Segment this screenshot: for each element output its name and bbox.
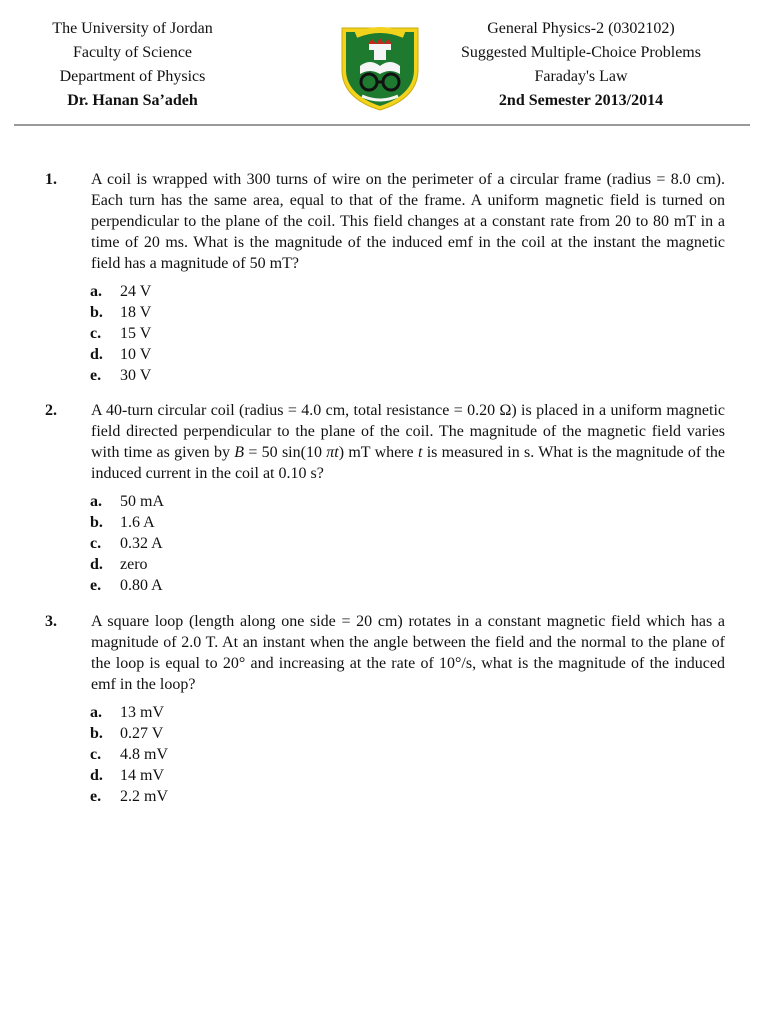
option-text: 14 mV <box>120 767 164 784</box>
option-text: 18 V <box>120 304 152 321</box>
document-title: Suggested Multiple-Choice Problems <box>461 44 701 61</box>
option-text: 10 V <box>120 346 152 363</box>
option-letter: d. <box>90 346 103 363</box>
question-text <box>91 400 725 484</box>
option-letter: a. <box>90 283 102 300</box>
instructor-name: Dr. Hanan Sa’adeh <box>67 92 198 109</box>
question-2 <box>45 400 725 596</box>
option-text: 2.2 mV <box>120 788 168 805</box>
option-e <box>90 365 725 386</box>
options-list <box>90 281 725 386</box>
option-letter: a. <box>90 493 102 510</box>
option-c <box>90 323 725 344</box>
option-e <box>90 786 725 807</box>
option-d <box>90 765 725 786</box>
question-number: 3. <box>45 613 57 630</box>
question-3 <box>45 611 725 807</box>
option-letter: b. <box>90 514 103 531</box>
question-number: 1. <box>45 171 57 188</box>
option-a <box>90 491 725 512</box>
option-a <box>90 702 725 723</box>
option-letter: c. <box>90 746 102 763</box>
question-number: 2. <box>45 402 57 419</box>
option-letter: e. <box>90 367 102 384</box>
variable-b: B <box>234 444 245 461</box>
option-letter: d. <box>90 767 103 784</box>
option-text: 15 V <box>120 325 152 342</box>
variable-t: t <box>417 444 423 461</box>
faculty-name: Faculty of Science <box>72 44 193 61</box>
option-text: 0.27 V <box>120 725 164 742</box>
option-e <box>90 575 725 596</box>
option-c <box>90 744 725 765</box>
option-letter: e. <box>90 788 102 805</box>
option-text: 30 V <box>120 367 152 384</box>
header-course <box>440 17 722 113</box>
university-shield-icon <box>338 22 422 112</box>
question-text: A square loop (length along one side = 20 cm) rotates in a constant magnetic field which has a magnitude of 2.0 T. At an instant when the angle between the field and the normal to the plane of the loop is equal to 20° and increasing at the rate of 10°/s, what is the magnitude of the induced emf in the loop? <box>91 613 725 693</box>
semester: 2nd Semester 2013/2014 <box>498 92 664 109</box>
option-c <box>90 533 725 554</box>
question-text-part: is measured in s. What is the magnitude of the induced current in the coil at 0.10 s? <box>91 444 726 482</box>
option-text: 24 V <box>120 283 152 300</box>
option-letter: d. <box>90 556 103 573</box>
university-name: The University of Jordan <box>52 20 213 37</box>
option-text: 13 mV <box>120 704 164 721</box>
question-text-part: A 40-turn circular coil (radius = 4.0 cm, total resistance = 0.20 Ω) is placed in a uniform magnetic field directed perpendicular to the plane of the coil. The magnitude of the magnetic field varies with time as given by <box>91 402 725 461</box>
question-text-part: = 50 sin(10 <box>244 444 327 461</box>
department-name: Department of Physics <box>59 68 206 85</box>
option-letter: e. <box>90 577 102 594</box>
option-d <box>90 554 725 575</box>
header-institution <box>30 17 235 113</box>
question-text-part: ) mT where <box>338 444 418 461</box>
header-divider <box>14 124 750 126</box>
option-text: 0.80 A <box>120 577 163 594</box>
question-text: A coil is wrapped with 300 turns of wire on the perimeter of a circular frame (radius = 8.0 cm). Each turn has the same area, equal to that of the frame. A uniform magnetic field is turned on perpendicular to the plane of the coil. This field changes at a constant rate from 20 to 80 mT in a time of 20 ms. What is the magnitude of the induced emf in the coil at the instant the magnetic field has a magnitude of 50 mT? <box>91 171 725 272</box>
option-text: 0.32 A <box>120 535 163 552</box>
option-text: 4.8 mV <box>120 746 168 763</box>
option-text: zero <box>120 556 148 573</box>
options-list <box>90 702 725 807</box>
option-b <box>90 512 725 533</box>
option-text: 1.6 A <box>120 514 155 531</box>
course-title: General Physics-2 (0302102) <box>487 20 675 37</box>
option-letter: c. <box>90 325 102 342</box>
option-letter: b. <box>90 304 103 321</box>
university-logo <box>338 22 422 112</box>
options-list <box>90 491 725 596</box>
question-1 <box>45 169 725 386</box>
option-a <box>90 281 725 302</box>
option-b <box>90 302 725 323</box>
option-d <box>90 344 725 365</box>
option-letter: a. <box>90 704 102 721</box>
option-letter: c. <box>90 535 102 552</box>
option-b <box>90 723 725 744</box>
option-text: 50 mA <box>120 493 164 510</box>
topic-title: Faraday's Law <box>534 68 628 85</box>
option-letter: b. <box>90 725 103 742</box>
variable-pi-t: πt <box>326 444 339 461</box>
